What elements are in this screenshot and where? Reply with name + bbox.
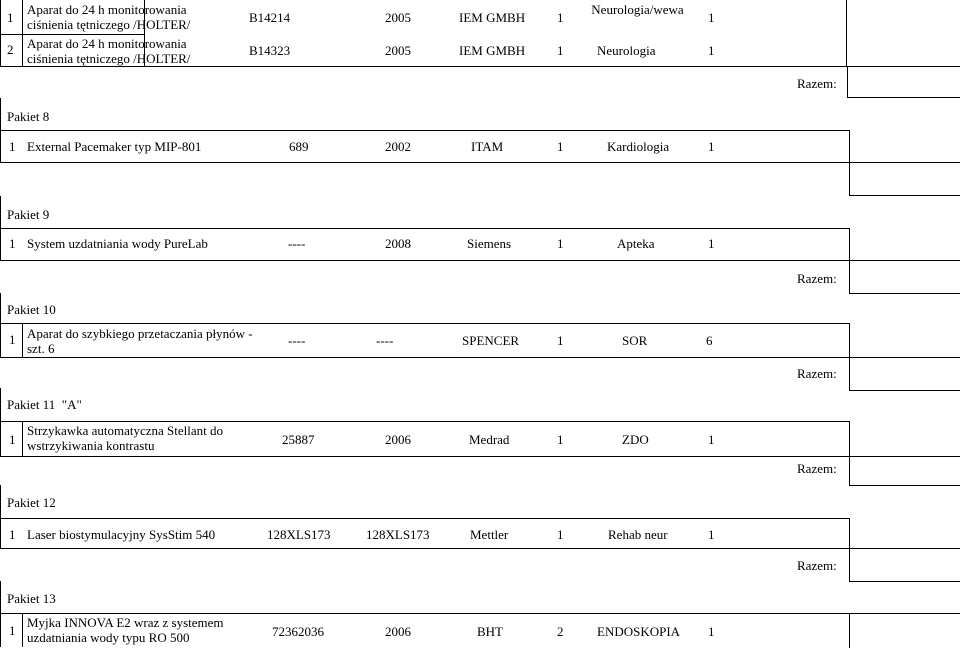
razem-box bbox=[849, 357, 960, 391]
table-row-num: 6 bbox=[706, 333, 713, 348]
table-row-num: 1 bbox=[708, 432, 715, 447]
table-row-lp: 1 bbox=[9, 527, 16, 542]
table-row-num: 1 bbox=[708, 139, 715, 154]
table-row-qty: 1 bbox=[557, 236, 564, 251]
table-row-num: 1 bbox=[708, 10, 715, 25]
table-row-dept: Kardiologia bbox=[607, 139, 670, 154]
table-row-year: 2006 bbox=[385, 624, 411, 639]
pakiet-12 bbox=[0, 485, 850, 548]
table-row-serial: B14323 bbox=[249, 43, 291, 58]
pakiet-title: Pakiet 11 "A" bbox=[7, 397, 82, 412]
pakiet-title: Pakiet 9 bbox=[7, 207, 50, 222]
table-row-num: 1 bbox=[708, 236, 715, 251]
table-row-serial: 128XLS173 bbox=[267, 527, 331, 542]
table-row-dept: SOR bbox=[622, 333, 648, 348]
table-row-producer: Mettler bbox=[470, 527, 509, 542]
table-row-name: System uzdatniania wody PureLab bbox=[27, 236, 208, 251]
table-row-year: 2008 bbox=[385, 236, 411, 251]
table-row-name: Aparat do 24 h monitorowania ciśnienia tętniczego /HOLTER/ bbox=[27, 36, 191, 66]
pakiet-title: Pakiet 13 bbox=[7, 591, 56, 606]
razem-box bbox=[847, 66, 960, 98]
razem-label: Razem: bbox=[797, 76, 837, 91]
table-row-dept: ZDO bbox=[622, 432, 649, 447]
table-row-producer: ITAM bbox=[471, 139, 504, 154]
pakiet-title: Pakiet 12 bbox=[7, 495, 56, 510]
razem-label: Razem: bbox=[797, 366, 837, 381]
table-row-producer: IEM GMBH bbox=[459, 10, 526, 25]
table-row-lp: 1 bbox=[7, 10, 14, 25]
razem-label: Razem: bbox=[797, 558, 837, 573]
table-row-serial: 689 bbox=[289, 139, 309, 154]
table-row-serial: ---- bbox=[288, 236, 306, 251]
table-row-producer: Medrad bbox=[469, 432, 510, 447]
table-row-year: ---- bbox=[376, 333, 394, 348]
table-row-qty: 1 bbox=[557, 10, 564, 25]
table-row-producer: BHT bbox=[477, 624, 503, 639]
table-row-producer: Siemens bbox=[467, 236, 512, 251]
razem-box bbox=[849, 613, 960, 648]
table-row-name: Aparat do 24 h monitorowania ciśnienia tętniczego /HOLTER/ bbox=[27, 2, 191, 32]
razem-box bbox=[849, 548, 960, 582]
razem-box bbox=[849, 162, 960, 196]
razem-label: Razem: bbox=[797, 461, 837, 476]
pakiet-8 bbox=[0, 98, 850, 162]
table-row-name: Aparat do szybkiego przetaczania płynów - szt. 6 bbox=[27, 326, 253, 356]
table-row-dept: ENDOSKOPIA bbox=[597, 624, 681, 639]
table-row-qty: 1 bbox=[557, 432, 564, 447]
table-row-serial: ---- bbox=[288, 333, 306, 348]
table-row-name: External Pacemaker typ MIP-801 bbox=[27, 139, 202, 154]
table-row-lp: 1 bbox=[9, 623, 16, 638]
table-row-lp: 1 bbox=[9, 236, 16, 251]
table-row-year: 2005 bbox=[385, 43, 411, 58]
table-row-lp: 2 bbox=[7, 42, 14, 57]
table-row-serial: 25887 bbox=[282, 432, 315, 447]
table-row-name: Laser biostymulacyjny SysStim 540 bbox=[27, 527, 216, 542]
table-row-year: 2005 bbox=[385, 10, 411, 25]
table-row-name: Myjka INNOVA E2 wraz z systemem uzdatniania wody typu RO 500 bbox=[27, 615, 224, 645]
razem-box bbox=[849, 456, 960, 486]
table-row-serial: B14214 bbox=[249, 10, 291, 25]
table-row-serial: 72362036 bbox=[272, 624, 324, 639]
table-row-year: 2006 bbox=[385, 432, 411, 447]
table-row-lp: 1 bbox=[9, 332, 16, 347]
table-row-lp: 1 bbox=[9, 139, 16, 154]
table-row-qty: 1 bbox=[557, 333, 564, 348]
table-row-qty: 2 bbox=[557, 624, 564, 639]
table-row-lp: 1 bbox=[9, 432, 16, 447]
table-row-num: 1 bbox=[708, 527, 715, 542]
table-row-name: Strzykawka automatyczna Stellant do wstrzykiwania kontrastu bbox=[27, 423, 224, 453]
table-row-dept: Rehab neur bbox=[608, 527, 668, 542]
table-row-num: 1 bbox=[708, 43, 715, 58]
razem-label: Razem: bbox=[797, 271, 837, 286]
table-row-num: 1 bbox=[708, 624, 715, 639]
top-table bbox=[0, 0, 847, 67]
pakiet-title: Pakiet 8 bbox=[7, 109, 50, 124]
table-row-qty: 1 bbox=[557, 139, 564, 154]
table-row-year: 2002 bbox=[385, 139, 411, 154]
pakiet-title: Pakiet 10 bbox=[7, 302, 56, 317]
pakiet-11 bbox=[0, 388, 850, 456]
table-row-dept: Apteka bbox=[617, 236, 655, 251]
table-row-producer: IEM GMBH bbox=[459, 43, 526, 58]
pakiet-13 bbox=[0, 581, 960, 647]
pakiet-10 bbox=[0, 293, 850, 357]
table-row-producer: SPENCER bbox=[462, 333, 520, 348]
table-row-qty: 1 bbox=[557, 43, 564, 58]
table-row-qty: 1 bbox=[557, 527, 564, 542]
table-row-dept: Neurologia bbox=[597, 43, 656, 58]
table-row-dept: Neurologia/wewa bbox=[591, 2, 684, 17]
razem-box bbox=[849, 260, 960, 294]
pakiet-9 bbox=[0, 196, 850, 260]
table-row-year: 128XLS173 bbox=[366, 527, 430, 542]
